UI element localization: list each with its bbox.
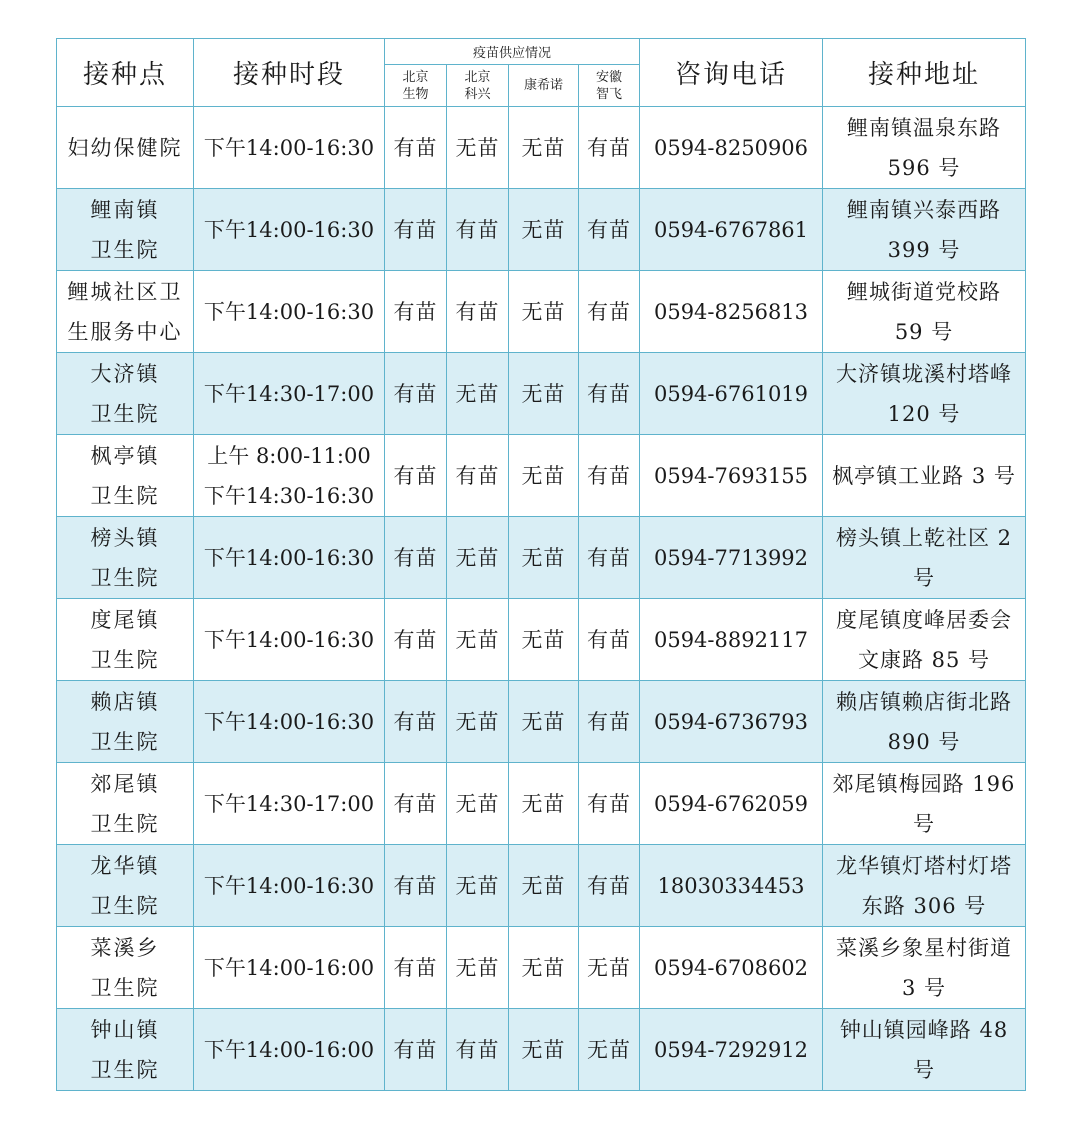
- site-name-cell: [57, 271, 194, 353]
- table-row: [57, 927, 1026, 1009]
- addr1-text: 度尾镇度峰居委会: [836, 607, 1013, 632]
- addr2-text: 号: [913, 811, 936, 836]
- name1-text: 榜头镇: [90, 525, 160, 550]
- table-row: [57, 189, 1026, 271]
- supply-status-cell: 有苗: [385, 271, 447, 353]
- time1-text: 上午 8:00-11:00: [207, 443, 371, 468]
- phone-cell: 0594-8256813: [640, 271, 823, 353]
- site-name-cell: [57, 927, 194, 1009]
- supply-status-cell: 无苗: [447, 927, 509, 1009]
- site-name-cell: [57, 189, 194, 271]
- vaccine-name-line2: 生物: [402, 86, 429, 102]
- time-slot-cell: [194, 599, 385, 681]
- table-row: [57, 763, 1026, 845]
- name1-text: 钟山镇: [90, 1017, 160, 1042]
- supply-status-cell: 有苗: [579, 107, 640, 189]
- site-name-cell: [57, 763, 194, 845]
- supply-status-cell: 有苗: [385, 681, 447, 763]
- name2-text: 卫生院: [90, 647, 160, 672]
- header-phone: 咨询电话: [640, 39, 823, 107]
- time-slot-cell: [194, 353, 385, 435]
- table-row: [57, 107, 1026, 189]
- table-row: [57, 271, 1026, 353]
- name1-text: 郊尾镇: [90, 771, 160, 796]
- table-row: [57, 435, 1026, 517]
- name2-text: 卫生院: [90, 975, 160, 1000]
- supply-status-cell: 无苗: [509, 599, 579, 681]
- table-row: [57, 1009, 1026, 1091]
- addr1-text: 赖店镇赖店街北路: [836, 689, 1013, 714]
- phone-cell: 0594-6761019: [640, 353, 823, 435]
- supply-status-cell: 有苗: [385, 845, 447, 927]
- table-row: [57, 517, 1026, 599]
- header-site: 接种点: [57, 39, 194, 107]
- phone-cell: 0594-6708602: [640, 927, 823, 1009]
- name2-text: 卫生院: [90, 483, 160, 508]
- vaccine-name-line1: 北京: [464, 69, 491, 85]
- time1-text: 下午14:00-16:00: [203, 955, 375, 980]
- supply-status-cell: 有苗: [579, 681, 640, 763]
- name2-text: 卫生院: [90, 237, 160, 262]
- site-name-cell: [57, 845, 194, 927]
- supply-status-cell: 无苗: [509, 763, 579, 845]
- vaccine-name-line1: 北京: [402, 69, 429, 85]
- addr2-text: 596 号: [887, 155, 961, 180]
- supply-status-cell: 有苗: [447, 189, 509, 271]
- site-name-cell: [57, 1009, 194, 1091]
- table-row: [57, 845, 1026, 927]
- time-slot-cell: [194, 845, 385, 927]
- header-vaccine-0: [385, 65, 447, 107]
- addr1-text: 菜溪乡象星村街道: [836, 935, 1013, 960]
- supply-status-cell: 有苗: [579, 435, 640, 517]
- supply-status-cell: 无苗: [509, 845, 579, 927]
- address-cell: [823, 681, 1026, 763]
- supply-status-cell: 有苗: [579, 517, 640, 599]
- site-name-cell: [57, 517, 194, 599]
- supply-status-cell: 有苗: [579, 353, 640, 435]
- address-cell: [823, 845, 1026, 927]
- addr1-text: 鲤城街道党校路: [847, 279, 1002, 304]
- addr2-text: 3 号: [901, 975, 947, 1000]
- header-vaccine-3: [579, 65, 640, 107]
- time1-text: 下午14:00-16:30: [203, 217, 375, 242]
- address-cell: [823, 435, 1026, 517]
- header-supply-group: 疫苗供应情况: [385, 39, 640, 65]
- time2-text: 下午14:30-16:30: [203, 483, 375, 508]
- supply-status-cell: 无苗: [447, 599, 509, 681]
- supply-status-cell: 无苗: [509, 681, 579, 763]
- address-cell: [823, 271, 1026, 353]
- supply-status-cell: 无苗: [509, 107, 579, 189]
- supply-status-cell: 有苗: [385, 353, 447, 435]
- supply-status-cell: 有苗: [385, 189, 447, 271]
- addr2-text: 120 号: [887, 401, 961, 426]
- name1-text: 枫亭镇: [90, 443, 160, 468]
- address-cell: [823, 599, 1026, 681]
- table-row: [57, 353, 1026, 435]
- addr2-text: 东路 306 号: [861, 893, 987, 918]
- supply-status-cell: 无苗: [447, 517, 509, 599]
- table-row: [57, 599, 1026, 681]
- supply-status-cell: 无苗: [509, 353, 579, 435]
- supply-status-cell: 有苗: [447, 435, 509, 517]
- time1-text: 下午14:00-16:30: [203, 873, 375, 898]
- header-vaccine-2: [509, 65, 579, 107]
- supply-status-cell: 无苗: [447, 763, 509, 845]
- name2-text: 卫生院: [90, 401, 160, 426]
- supply-status-cell: 无苗: [447, 845, 509, 927]
- address-cell: [823, 763, 1026, 845]
- address-cell: [823, 107, 1026, 189]
- supply-status-cell: 有苗: [579, 189, 640, 271]
- time-slot-cell: [194, 927, 385, 1009]
- address-cell: [823, 189, 1026, 271]
- time-slot-cell: [194, 271, 385, 353]
- phone-cell: 0594-8892117: [640, 599, 823, 681]
- address-cell: [823, 517, 1026, 599]
- supply-status-cell: 无苗: [579, 1009, 640, 1091]
- supply-status-cell: 有苗: [579, 763, 640, 845]
- supply-status-cell: 有苗: [385, 927, 447, 1009]
- site-name-cell: [57, 107, 194, 189]
- addr2-text: 399 号: [887, 237, 961, 262]
- name2-text: 卫生院: [90, 565, 160, 590]
- name2-text: 卫生院: [90, 1057, 160, 1082]
- table-row: [57, 681, 1026, 763]
- phone-cell: 0594-7693155: [640, 435, 823, 517]
- time1-text: 下午14:00-16:30: [203, 709, 375, 734]
- name1-text: 度尾镇: [90, 607, 160, 632]
- time1-text: 下午14:30-17:00: [203, 381, 375, 406]
- addr1-text: 龙华镇灯塔村灯塔: [836, 853, 1013, 878]
- site-name-cell: [57, 353, 194, 435]
- addr1-text: 鲤南镇兴泰西路: [847, 197, 1002, 222]
- supply-status-cell: 有苗: [385, 517, 447, 599]
- addr1-text: 榜头镇上乾社区 2: [835, 525, 1013, 550]
- header-address: 接种地址: [823, 39, 1026, 107]
- site-name-cell: [57, 599, 194, 681]
- addr1-text: 枫亭镇工业路 3 号: [832, 463, 1016, 488]
- addr2-text: 59 号: [894, 319, 954, 344]
- time-slot-cell: [194, 517, 385, 599]
- name1-text: 龙华镇: [90, 853, 160, 878]
- name1-text: 妇幼保健院: [67, 135, 183, 160]
- phone-cell: 0594-7292912: [640, 1009, 823, 1091]
- time1-text: 下午14:00-16:00: [203, 1037, 375, 1062]
- time-slot-cell: [194, 435, 385, 517]
- phone-cell: 0594-6762059: [640, 763, 823, 845]
- addr1-text: 大济镇垅溪村塔峰: [836, 361, 1013, 386]
- phone-cell: 0594-6736793: [640, 681, 823, 763]
- supply-status-cell: 无苗: [447, 107, 509, 189]
- time1-text: 下午14:00-16:30: [203, 299, 375, 324]
- supply-status-cell: 有苗: [579, 845, 640, 927]
- header-time: 接种时段: [194, 39, 385, 107]
- phone-cell: 0594-7713992: [640, 517, 823, 599]
- addr2-text: 文康路 85 号: [857, 647, 991, 672]
- supply-status-cell: 有苗: [385, 763, 447, 845]
- time1-text: 下午14:30-17:00: [203, 791, 375, 816]
- addr2-text: 号: [913, 1057, 936, 1082]
- vaccine-name-line2: 科兴: [464, 86, 491, 102]
- time-slot-cell: [194, 763, 385, 845]
- addr2-text: 号: [913, 565, 936, 590]
- supply-status-cell: 无苗: [447, 681, 509, 763]
- site-name-cell: [57, 681, 194, 763]
- supply-status-cell: 有苗: [579, 271, 640, 353]
- address-cell: [823, 927, 1026, 1009]
- name2-text: 生服务中心: [67, 319, 183, 344]
- name1-text: 菜溪乡: [90, 935, 160, 960]
- supply-status-cell: 有苗: [447, 1009, 509, 1091]
- supply-status-cell: 无苗: [509, 189, 579, 271]
- supply-status-cell: 有苗: [385, 1009, 447, 1091]
- supply-status-cell: 有苗: [385, 107, 447, 189]
- name1-text: 大济镇: [90, 361, 160, 386]
- phone-cell: 0594-8250906: [640, 107, 823, 189]
- supply-status-cell: 无苗: [509, 517, 579, 599]
- site-name-cell: [57, 435, 194, 517]
- header-vaccine-1: [447, 65, 509, 107]
- supply-status-cell: 有苗: [579, 599, 640, 681]
- supply-status-cell: 有苗: [385, 599, 447, 681]
- name2-text: 卫生院: [90, 729, 160, 754]
- address-cell: [823, 353, 1026, 435]
- time-slot-cell: [194, 107, 385, 189]
- addr1-text: 郊尾镇梅园路 196: [832, 771, 1016, 796]
- time1-text: 下午14:00-16:30: [203, 135, 375, 160]
- time-slot-cell: [194, 1009, 385, 1091]
- supply-status-cell: 无苗: [509, 435, 579, 517]
- vaccine-name-line1: 安徽: [596, 69, 623, 85]
- supply-status-cell: 无苗: [509, 927, 579, 1009]
- vaccine-name-line1: 康希诺: [523, 78, 563, 93]
- addr1-text: 鲤南镇温泉东路: [847, 115, 1002, 140]
- time-slot-cell: [194, 681, 385, 763]
- addr2-text: 890 号: [887, 729, 961, 754]
- vaccine-name-line2: 智飞: [596, 86, 623, 102]
- supply-status-cell: 无苗: [509, 1009, 579, 1091]
- addr1-text: 钟山镇园峰路 48: [839, 1017, 1009, 1042]
- name2-text: 卫生院: [90, 811, 160, 836]
- supply-status-cell: 无苗: [509, 271, 579, 353]
- name1-text: 鲤南镇: [90, 197, 160, 222]
- time1-text: 下午14:00-16:30: [203, 627, 375, 652]
- time-slot-cell: [194, 189, 385, 271]
- supply-status-cell: 无苗: [579, 927, 640, 1009]
- address-cell: [823, 1009, 1026, 1091]
- name2-text: 卫生院: [90, 893, 160, 918]
- name1-text: 鲤城社区卫: [67, 279, 183, 304]
- phone-cell: 18030334453: [640, 845, 823, 927]
- supply-status-cell: 有苗: [447, 271, 509, 353]
- vaccination-schedule-table: [56, 38, 1026, 1091]
- name1-text: 赖店镇: [90, 689, 160, 714]
- time1-text: 下午14:00-16:30: [203, 545, 375, 570]
- supply-status-cell: 有苗: [385, 435, 447, 517]
- phone-cell: 0594-6767861: [640, 189, 823, 271]
- supply-status-cell: 无苗: [447, 353, 509, 435]
